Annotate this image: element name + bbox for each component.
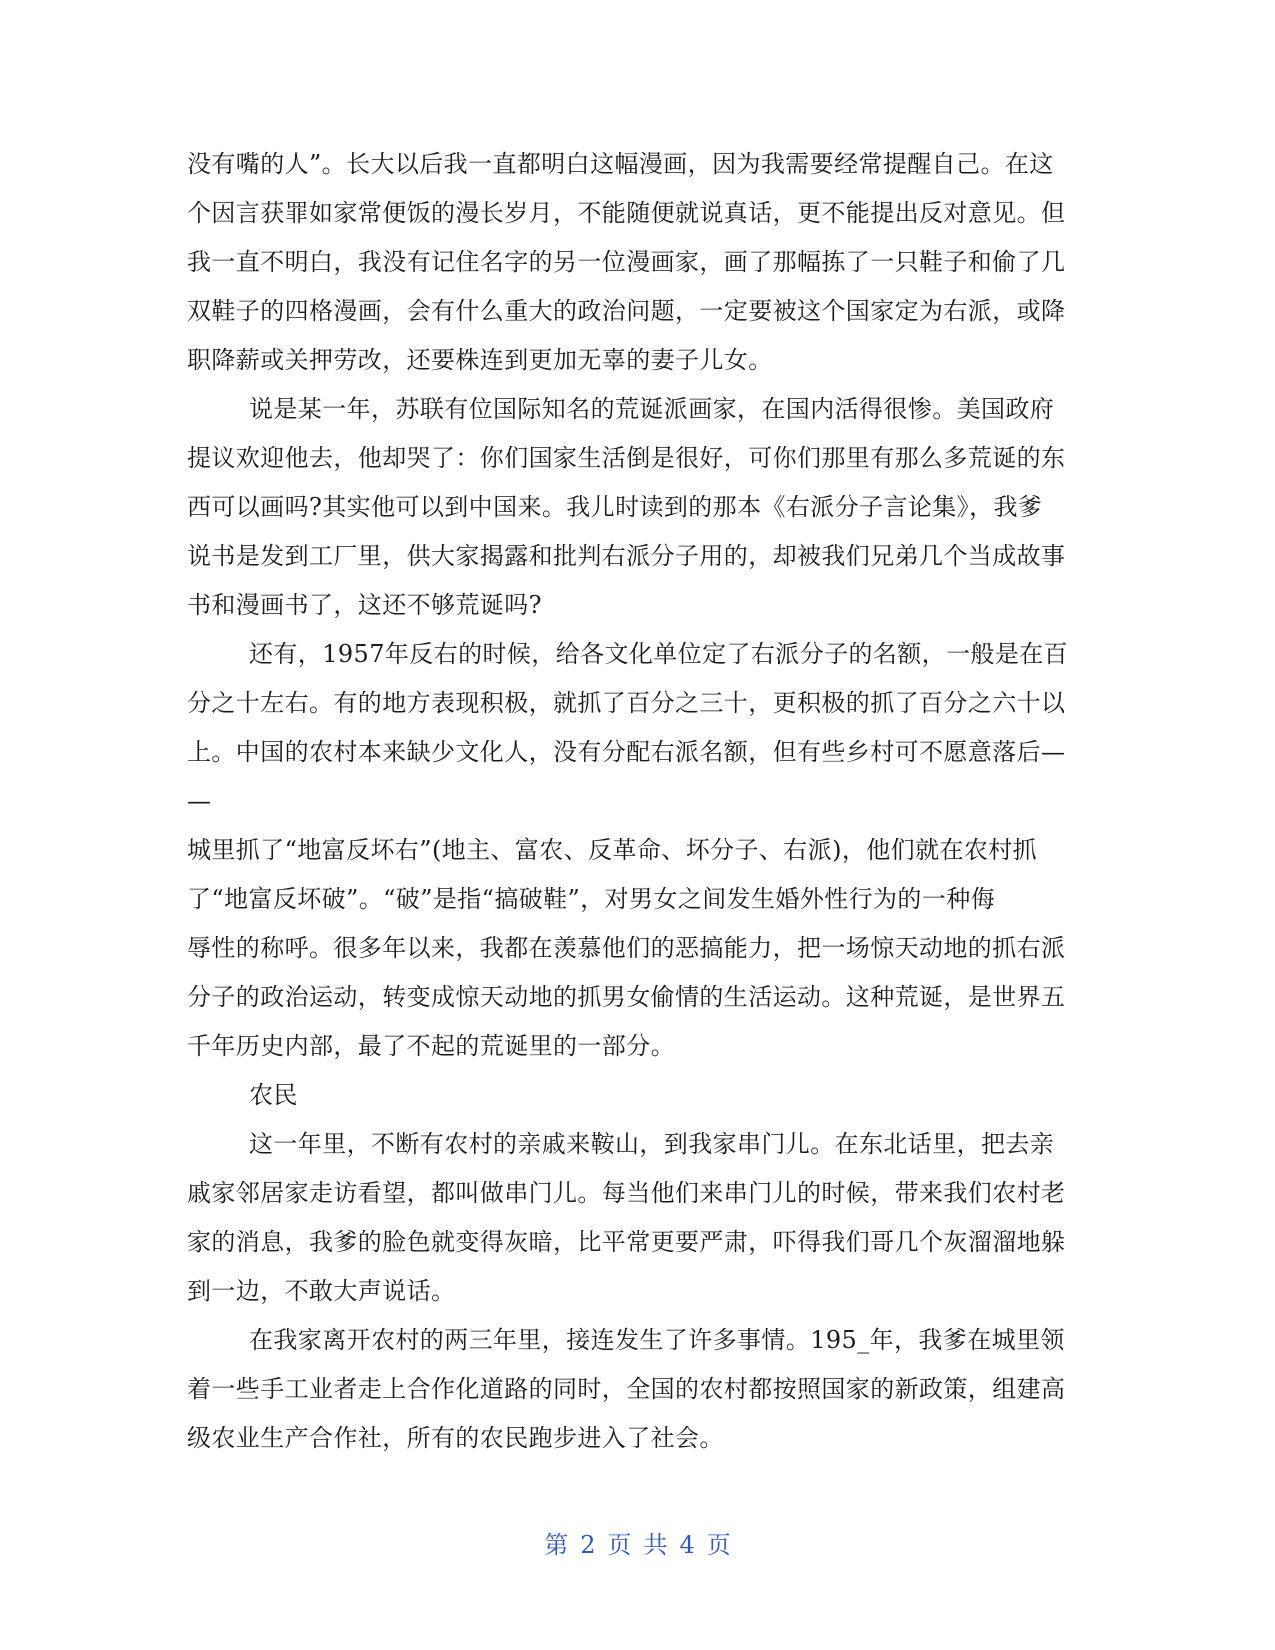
text-line: 分之十左右。有的地方表现积极，就抓了百分之三十，更积极的抓了百分之六十以 bbox=[187, 689, 1066, 717]
text-line: 在我家离开农村的两三年里，接连发生了许多事情。195_年，我爹在城里领 bbox=[249, 1326, 1065, 1354]
text-line: 千年历史内部，最了不起的荒诞里的一部分。 bbox=[187, 1032, 675, 1060]
text-line: 我一直不明白，我没有记住名字的另一位漫画家，画了那幅拣了一只鞋子和偷了几 bbox=[187, 248, 1066, 276]
text-line: 书和漫画书了，这还不够荒诞吗? bbox=[187, 591, 542, 619]
footer-total-label: 共 bbox=[643, 1531, 668, 1559]
text-line: 上。中国的农村本来缺少文化人，没有分配右派名额，但有些乡村可不愿意落后— bbox=[187, 738, 1066, 766]
text-line: 到一边，不敢大声说话。 bbox=[187, 1277, 456, 1305]
document-body bbox=[187, 140, 1087, 1463]
text-line: 西可以画吗?其实他可以到中国来。我儿时读到的那本《右派分子言论集》，我爹 bbox=[187, 493, 1043, 521]
text-line: 说是某一年，苏联有位国际知名的荒诞派画家，在国内活得很惨。美国政府 bbox=[249, 395, 1055, 423]
text-line: 双鞋子的四格漫画，会有什么重大的政治问题，一定要被这个国家定为右派，或降 bbox=[187, 297, 1066, 325]
text-line: 提议欢迎他去，他却哭了：你们国家生活倒是很好，可你们那里有那么多荒诞的东 bbox=[187, 444, 1066, 472]
text-line: 这一年里，不断有农村的亲戚来鞍山，到我家串门儿。在东北话里，把去亲 bbox=[249, 1130, 1055, 1158]
text-line: 辱性的称呼。很多年以来，我都在羡慕他们的恶搞能力，把一场惊天动地的抓右派 bbox=[187, 934, 1066, 962]
text-line: 个因言获罪如家常便饭的漫长岁月，不能随便就说真话，更不能提出反对意见。但 bbox=[187, 199, 1066, 227]
section-heading: 农民 bbox=[249, 1081, 298, 1109]
text-line: 了“地富反坏破”。“破”是指“搞破鞋”，对男女之间发生婚外性行为的一种侮 bbox=[187, 885, 996, 913]
text-line: 着一些手工业者走上合作化道路的同时，全国的农村都按照国家的新政策，组建高 bbox=[187, 1375, 1066, 1403]
current-page-number: 2 bbox=[580, 1531, 596, 1559]
total-page-number: 4 bbox=[679, 1531, 695, 1559]
text-line: 还有，1957年反右的时候，给各文化单位定了右派分子的名额，一般是在百 bbox=[249, 640, 1069, 668]
text-line: 职降薪或关押劳改，还要株连到更加无辜的妻子儿女。 bbox=[187, 346, 773, 374]
text-line: 分子的政治运动，转变成惊天动地的抓男女偷情的生活运动。这种荒诞，是世界五 bbox=[187, 983, 1066, 1011]
text-line: 家的消息，我爹的脸色就变得灰暗，比平常更要严肃，吓得我们哥几个灰溜溜地躲 bbox=[187, 1228, 1066, 1256]
page-footer bbox=[0, 1525, 1275, 1560]
text-line: 城里抓了“地富反坏右”(地主、富农、反革命、坏分子、右派)，他们就在农村抓 bbox=[187, 836, 1038, 864]
footer-page-label: 页 bbox=[607, 1531, 632, 1559]
footer-prefix: 第 bbox=[544, 1531, 569, 1559]
text-line: — bbox=[187, 787, 212, 815]
text-line: 戚家邻居家走访看望，都叫做串门儿。每当他们来串门儿的时候，带来我们农村老 bbox=[187, 1179, 1066, 1207]
text-line: 没有嘴的人”。长大以后我一直都明白这幅漫画，因为我需要经常提醒自己。在这 bbox=[187, 150, 1054, 178]
text-line: 级农业生产合作社，所有的农民跑步进入了社会。 bbox=[187, 1424, 724, 1452]
text-line: 说书是发到工厂里，供大家揭露和批判右派分子用的，却被我们兄弟几个当成故事 bbox=[187, 542, 1066, 570]
footer-suffix: 页 bbox=[706, 1531, 731, 1559]
